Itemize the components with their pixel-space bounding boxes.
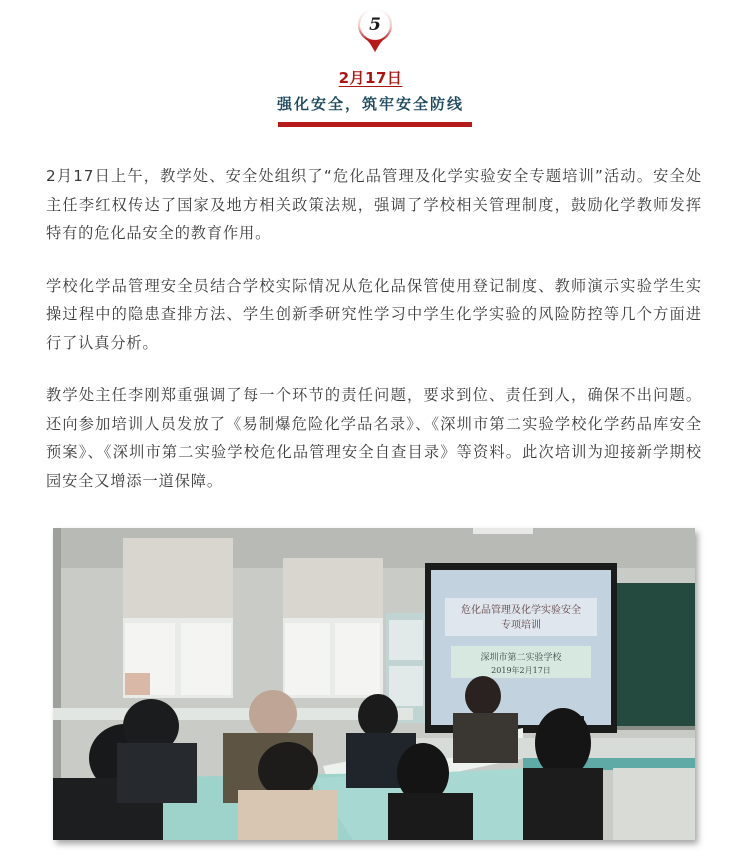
section-subtitle: 强化安全，筑牢安全防线	[276, 95, 464, 113]
article-body	[46, 162, 702, 519]
training-photo	[53, 528, 695, 840]
title-divider-bar	[278, 122, 472, 127]
paragraph-3: 教学处主任李刚郑重强调了每一个环节的责任问题，要求到位、责任到人，确保不出问题。还向参加培训人员发放了《易制爆危险化学品名录》、《深圳市第二实验学校化学药品库安全预案》、《深圳市第二实验学校危化品管理安全自查目录》等资料。此次培训为迎接新学期校园安全又增添一道保障。	[46, 386, 702, 490]
slide-title-line1: 危化品管理及化学实验安全	[461, 605, 581, 616]
slide-date: 2019年2月17日	[491, 666, 551, 675]
section-number-pin	[356, 8, 394, 54]
paragraph-1: 2月17日上午，教学处、安全处组织了“危化品管理及化学实验安全专题培训”活动。安全处主任李红权传达了国家及地方相关政策法规，强调了学校相关管理制度，鼓励化学教师发挥特有的危化品安全的教育作用。	[46, 167, 702, 242]
paragraph-2: 学校化学品管理安全员结合学校实际情况从危化品保管使用登记制度、教师演示实验学生实操过程中的隐患查排方法、学生创新季研究性学习中学生化学实验的风险防控等几个方面进行了认真分析。	[46, 276, 702, 352]
slide-school: 深圳市第二实验学校	[480, 653, 562, 663]
section-number: 5	[369, 15, 381, 35]
slide-title-line2: 专项培训	[501, 620, 541, 631]
classroom-photo-illustration	[53, 528, 695, 840]
section-date: 2月17日	[338, 69, 403, 87]
